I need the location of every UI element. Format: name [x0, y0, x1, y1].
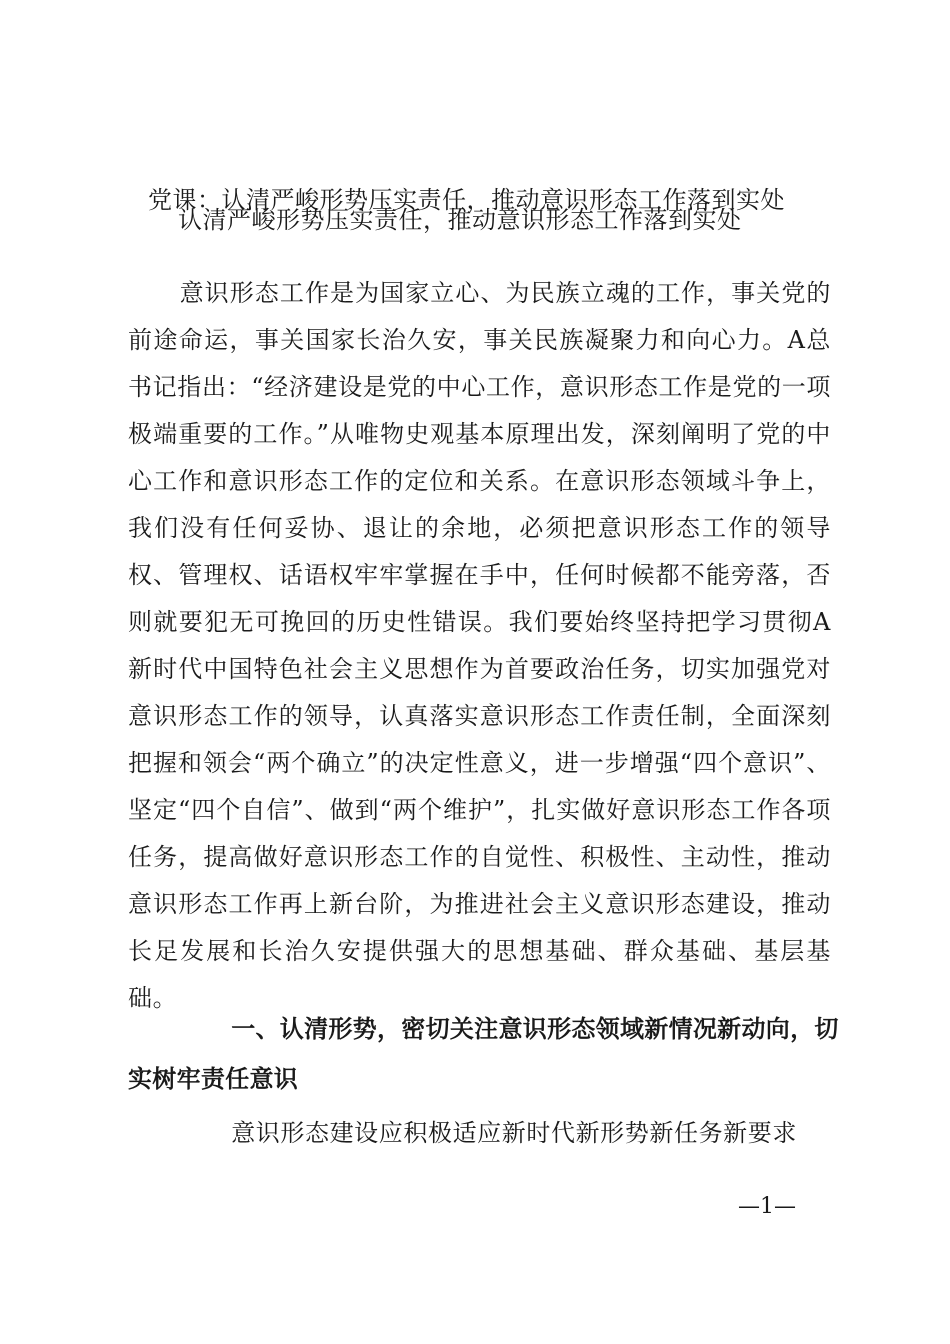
document-subtitle: 认清严峻形势压实责任，推动意识形态工作落到实处 [178, 206, 742, 234]
page-number: —1— [738, 1194, 796, 1219]
intro-paragraph: 意识形态工作是为国家立心、为民族立魂的工作，事关党的前途命运，事关国家长治久安，事关民族凝聚力和向心力。A总书记指出：“经济建设是党的中心工作，意识形态工作是党的一项极端重要的工作。”从唯物史观基本原理出发，深刻阐明了党的中心工作和意识形态工作的定位和关系。在意识形态领域斗争上，我们没有任何妥协、退让的余地，必须把意识形态工作的领导权、管理权、话语权牢牢掌握在手中，任何时候都不能旁落，否则就要犯无可挽回的历史性错误。我们要始终坚持把学习贯彻A新时代中国特色社会主义思想作为首要政治任务，切实加强党对意识形态工作的领导，认真落实意识形态工作责任制，全面深刻把握和领会“两个确立”的决定性意义，进一步增强“四个意识”、坚定“四个自信”、做到“两个维护”，扎实做好意识形态工作各项任务，提高做好意识形态工作的自觉性、积极性、主动性，推动意识形态工作再上新台阶，为推进社会主义意识形态建设，推动长足发展和长治久安提供强大的思想基础、群众基础、基层基础。 [128, 279, 831, 1012]
section-paragraph: 意识形态建设应积极适应新时代新形势新任务新要求 [231, 1119, 797, 1147]
section-heading: 一、认清形势，密切关注意识形态领域新情况新动向，切实树牢责任意识 [128, 1015, 839, 1093]
document-title: 党课：认清严峻形势压实责任，推动意识形态工作落到实处 [148, 186, 785, 214]
intro-section [128, 270, 831, 1022]
